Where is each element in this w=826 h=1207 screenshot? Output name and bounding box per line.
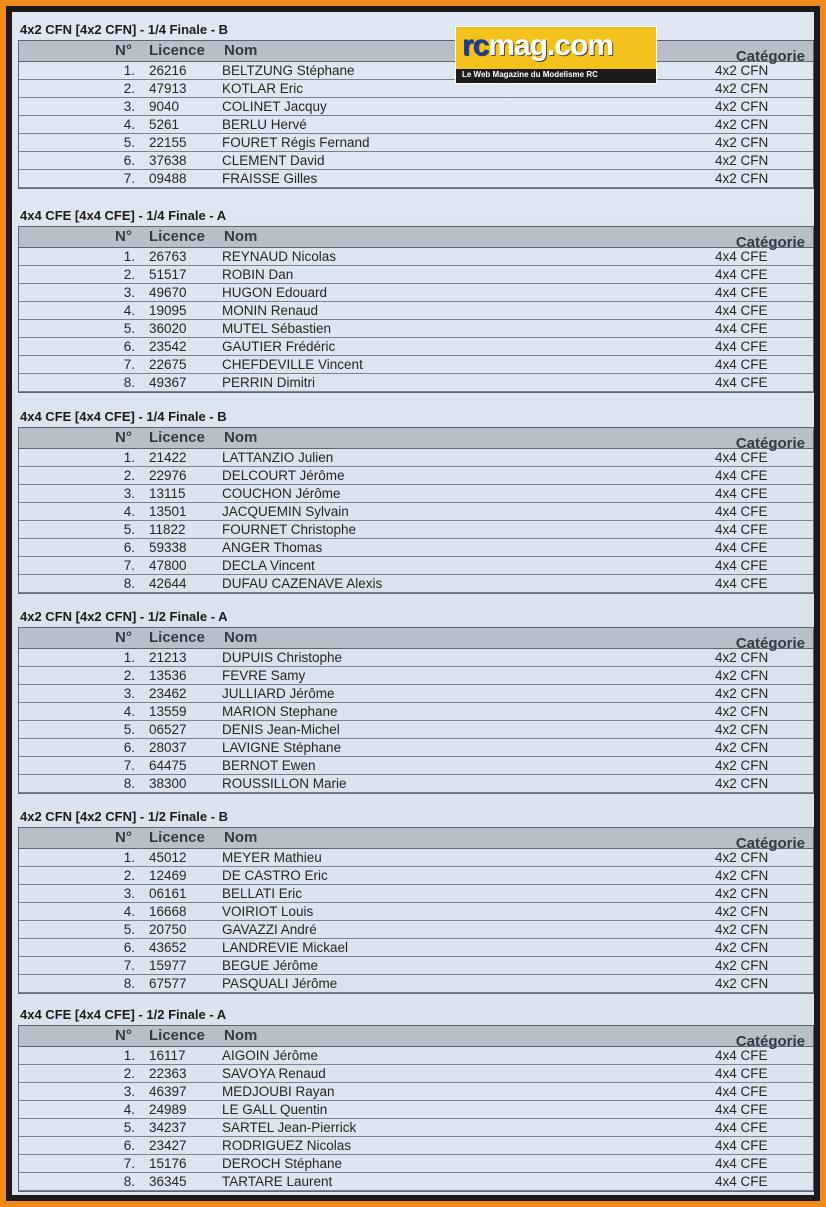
section-title: 4x4 CFE [4x4 CFE] - 1/4 Finale - A	[20, 208, 227, 223]
header-no: N°	[115, 42, 132, 59]
header-licence: Licence	[149, 228, 205, 245]
results-table	[18, 827, 814, 994]
cell-no: 8.	[123, 375, 135, 390]
cell-licence: 11822	[149, 522, 186, 537]
table-row	[19, 356, 813, 374]
section-title: 4x4 CFE [4x4 CFE] - 1/4 Finale - B	[20, 409, 227, 424]
cell-licence: 64475	[149, 758, 187, 773]
cell-no: 1.	[123, 850, 135, 865]
section-title: 4x2 CFN [4x2 CFN] - 1/2 Finale - B	[20, 809, 229, 824]
cell-nom: LATTANZIO Julien	[222, 450, 334, 465]
cell-nom: BERLU Hervé	[222, 117, 307, 132]
cell-licence: 36020	[149, 321, 187, 336]
section-title: 4x2 CFN [4x2 CFN] - 1/2 Finale - A	[20, 609, 228, 624]
cell-categorie: 4x4 CFE	[715, 486, 768, 501]
header-no: N°	[115, 228, 132, 245]
cell-nom: PASQUALI Jérôme	[222, 976, 338, 991]
cell-licence: 37638	[149, 153, 187, 168]
cell-no: 4.	[123, 504, 135, 519]
table-row	[19, 62, 813, 80]
cell-no: 6.	[123, 153, 135, 168]
cell-no: 3.	[123, 886, 135, 901]
cell-categorie: 4x2 CFN	[715, 153, 769, 168]
header-licence: Licence	[149, 1027, 205, 1044]
cell-nom: LE GALL Quentin	[222, 1102, 328, 1117]
cell-nom: SARTEL Jean-Pierrick	[222, 1120, 357, 1135]
table-row	[19, 338, 813, 356]
table-row	[19, 503, 813, 521]
results-table	[18, 40, 814, 189]
table-row	[19, 939, 813, 957]
cell-categorie: 4x2 CFN	[715, 958, 769, 973]
cell-categorie: 4x2 CFN	[715, 722, 769, 737]
cell-no: 2.	[123, 468, 135, 483]
cell-categorie: 4x4 CFE	[715, 540, 768, 555]
cell-licence: 16117	[149, 1048, 186, 1063]
cell-licence: 12469	[149, 868, 187, 883]
cell-licence: 28037	[149, 740, 187, 755]
cell-licence: 67577	[149, 976, 187, 991]
cell-nom: JACQUEMIN Sylvain	[222, 504, 349, 519]
cell-licence: 26763	[149, 249, 187, 264]
results-table	[18, 226, 814, 393]
logo-wordmark	[462, 29, 613, 63]
cell-no: 3.	[123, 486, 135, 501]
table-row	[19, 374, 813, 392]
header-nom: Nom	[224, 629, 258, 646]
cell-licence: 47800	[149, 558, 187, 573]
cell-licence: 21213	[149, 650, 187, 665]
cell-nom: BELLATI Eric	[222, 886, 303, 901]
cell-no: 5.	[123, 135, 135, 150]
table-row	[19, 266, 813, 284]
table-row	[19, 134, 813, 152]
cell-categorie: 4x2 CFN	[715, 99, 769, 114]
cell-licence: 38300	[149, 776, 187, 791]
cell-nom: MONIN Renaud	[222, 303, 319, 318]
cell-nom: COLINET Jacquy	[222, 99, 327, 114]
table-row	[19, 903, 813, 921]
table-row	[19, 775, 813, 793]
cell-licence: 23427	[149, 1138, 187, 1153]
table-row	[19, 957, 813, 975]
cell-no: 4.	[123, 1102, 135, 1117]
cell-no: 6.	[123, 1138, 135, 1153]
table-row	[19, 1047, 813, 1065]
cell-categorie: 4x4 CFE	[715, 375, 768, 390]
cell-no: 5.	[123, 722, 135, 737]
table-row	[19, 1137, 813, 1155]
cell-nom: AIGOIN Jérôme	[222, 1048, 319, 1063]
cell-nom: REYNAUD Nicolas	[222, 249, 337, 264]
table-row	[19, 449, 813, 467]
cell-licence: 19095	[149, 303, 187, 318]
cell-categorie: 4x2 CFN	[715, 81, 769, 96]
cell-no: 6.	[123, 540, 135, 555]
cell-categorie: 4x2 CFN	[715, 850, 769, 865]
cell-nom: BERNOT Ewen	[222, 758, 316, 773]
cell-categorie: 4x4 CFE	[715, 1048, 768, 1063]
cell-licence: 26216	[149, 63, 187, 78]
cell-nom: JULLIARD Jérôme	[222, 686, 335, 701]
header-nom: Nom	[224, 42, 258, 59]
cell-categorie: 4x2 CFN	[715, 668, 769, 683]
cell-categorie: 4x2 CFN	[715, 171, 769, 186]
header-nom: Nom	[224, 429, 258, 446]
cell-categorie: 4x2 CFN	[715, 940, 769, 955]
cell-no: 7.	[123, 558, 135, 573]
cell-no: 7.	[123, 357, 135, 372]
cell-no: 4.	[123, 904, 135, 919]
cell-licence: 46397	[149, 1084, 187, 1099]
cell-no: 7.	[123, 1156, 135, 1171]
header-categorie: Catégorie	[735, 48, 805, 65]
table-row	[19, 80, 813, 98]
results-table	[18, 1025, 814, 1192]
table-row	[19, 885, 813, 903]
cell-licence: 34237	[149, 1120, 187, 1135]
table-header	[19, 827, 813, 852]
header-no: N°	[115, 829, 132, 846]
cell-nom: COUCHON Jérôme	[222, 486, 341, 501]
cell-no: 3.	[123, 686, 135, 701]
cell-no: 5.	[123, 321, 135, 336]
cell-nom: MUTEL Sébastien	[222, 321, 332, 336]
cell-categorie: 4x2 CFN	[715, 117, 769, 132]
cell-nom: DE CASTRO Eric	[222, 868, 328, 883]
logo-tagline: Le Web Magazine du Modelisme RC	[462, 70, 598, 79]
cell-categorie: 4x2 CFN	[715, 976, 769, 991]
cell-licence: 06161	[149, 886, 187, 901]
header-no: N°	[115, 629, 132, 646]
header-nom: Nom	[224, 1027, 258, 1044]
cell-licence: 13559	[149, 704, 187, 719]
header-licence: Licence	[149, 829, 205, 846]
cell-no: 2.	[123, 267, 135, 282]
results-table	[18, 427, 814, 594]
header-categorie: Catégorie	[735, 635, 805, 652]
cell-nom: CHEFDEVILLE Vincent	[222, 357, 363, 372]
cell-licence: 23542	[149, 339, 187, 354]
cell-nom: HUGON Edouard	[222, 285, 328, 300]
cell-no: 1.	[123, 63, 135, 78]
table-row	[19, 757, 813, 775]
section-title: 4x4 CFE [4x4 CFE] - 1/2 Finale - A	[20, 1007, 227, 1022]
cell-no: 1.	[123, 1048, 135, 1063]
table-row	[19, 1083, 813, 1101]
header-categorie: Catégorie	[735, 1033, 805, 1050]
table-row	[19, 575, 813, 593]
table-row	[19, 521, 813, 539]
cell-no: 2.	[123, 1066, 135, 1081]
cell-categorie: 4x2 CFN	[715, 686, 769, 701]
cell-no: 7.	[123, 758, 135, 773]
rcmag-logo	[455, 26, 657, 84]
cell-no: 4.	[123, 704, 135, 719]
header-categorie: Catégorie	[735, 835, 805, 852]
cell-no: 4.	[123, 117, 135, 132]
cell-categorie: 4x4 CFE	[715, 504, 768, 519]
table-row	[19, 1155, 813, 1173]
cell-nom: MEDJOUBI Rayan	[222, 1084, 335, 1099]
cell-nom: TARTARE Laurent	[222, 1174, 333, 1189]
header-nom: Nom	[224, 829, 258, 846]
cell-nom: CLEMENT David	[222, 153, 325, 168]
cell-nom: SAVOYA Renaud	[222, 1066, 326, 1081]
cell-categorie: 4x4 CFE	[715, 522, 768, 537]
cell-categorie: 4x4 CFE	[715, 1102, 768, 1117]
cell-no: 7.	[123, 171, 135, 186]
table-row	[19, 1173, 813, 1191]
table-row	[19, 1101, 813, 1119]
cell-nom: DEROCH Stéphane	[222, 1156, 343, 1171]
cell-licence: 22675	[149, 357, 187, 372]
cell-nom: VOIRIOT Louis	[222, 904, 314, 919]
cell-categorie: 4x4 CFE	[715, 468, 768, 483]
table-row	[19, 302, 813, 320]
cell-nom: LANDREVIE Mickael	[222, 940, 349, 955]
cell-no: 3.	[123, 99, 135, 114]
cell-no: 6.	[123, 339, 135, 354]
cell-nom: GAUTIER Frédéric	[222, 339, 336, 354]
cell-nom: BEGUE Jérôme	[222, 958, 319, 973]
cell-licence: 20750	[149, 922, 187, 937]
cell-no: 1.	[123, 450, 135, 465]
cell-nom: MEYER Mathieu	[222, 850, 322, 865]
cell-licence: 06527	[149, 722, 187, 737]
cell-no: 6.	[123, 940, 135, 955]
cell-no: 3.	[123, 285, 135, 300]
cell-no: 6.	[123, 740, 135, 755]
table-row	[19, 320, 813, 338]
cell-categorie: 4x2 CFN	[715, 886, 769, 901]
table-header	[19, 40, 813, 65]
cell-categorie: 4x4 CFE	[715, 285, 768, 300]
cell-nom: MARION Stephane	[222, 704, 338, 719]
cell-nom: KOTLAR Eric	[222, 81, 304, 96]
cell-categorie: 4x4 CFE	[715, 450, 768, 465]
header-nom: Nom	[224, 228, 258, 245]
table-row	[19, 867, 813, 885]
cell-categorie: 4x4 CFE	[715, 558, 768, 573]
cell-nom: DUPUIS Christophe	[222, 650, 343, 665]
cell-licence: 9040	[149, 99, 180, 114]
table-row	[19, 721, 813, 739]
cell-categorie: 4x2 CFN	[715, 776, 769, 791]
cell-categorie: 4x4 CFE	[715, 339, 768, 354]
cell-nom: DECLA Vincent	[222, 558, 315, 573]
table-row	[19, 975, 813, 993]
cell-categorie: 4x4 CFE	[715, 1084, 768, 1099]
logo-rest: mag.com	[488, 29, 614, 62]
header-licence: Licence	[149, 42, 205, 59]
cell-nom: FOURET Régis Fernand	[222, 135, 370, 150]
cell-categorie: 4x4 CFE	[715, 1066, 768, 1081]
cell-licence: 36345	[149, 1174, 187, 1189]
table-row	[19, 667, 813, 685]
table-row	[19, 739, 813, 757]
table-row	[19, 485, 813, 503]
table-header	[19, 627, 813, 652]
table-row	[19, 649, 813, 667]
cell-categorie: 4x2 CFN	[715, 63, 769, 78]
header-no: N°	[115, 1027, 132, 1044]
table-row	[19, 98, 813, 116]
cell-no: 8.	[123, 576, 135, 591]
section-title: 4x2 CFN [4x2 CFN] - 1/4 Finale - B	[20, 22, 229, 37]
table-header	[19, 1025, 813, 1050]
table-row	[19, 1065, 813, 1083]
cell-nom: DUFAU CAZENAVE Alexis	[222, 576, 383, 591]
table-row	[19, 170, 813, 188]
cell-categorie: 4x4 CFE	[715, 1138, 768, 1153]
results-table	[18, 627, 814, 794]
table-row	[19, 248, 813, 266]
cell-categorie: 4x2 CFN	[715, 922, 769, 937]
cell-no: 5.	[123, 522, 135, 537]
cell-categorie: 4x4 CFE	[715, 576, 768, 591]
cell-categorie: 4x4 CFE	[715, 303, 768, 318]
cell-nom: ANGER Thomas	[222, 540, 323, 555]
cell-no: 1.	[123, 650, 135, 665]
cell-no: 2.	[123, 668, 135, 683]
cell-nom: FEVRE Samy	[222, 668, 306, 683]
header-categorie: Catégorie	[735, 234, 805, 251]
cell-nom: FRAISSE Gilles	[222, 171, 318, 186]
cell-licence: 16668	[149, 904, 187, 919]
table-row	[19, 703, 813, 721]
cell-no: 3.	[123, 1084, 135, 1099]
cell-no: 5.	[123, 1120, 135, 1135]
table-row	[19, 467, 813, 485]
cell-licence: 13501	[149, 504, 187, 519]
cell-categorie: 4x4 CFE	[715, 357, 768, 372]
cell-no: 2.	[123, 81, 135, 96]
cell-licence: 49367	[149, 375, 187, 390]
header-categorie: Catégorie	[735, 435, 805, 452]
cell-categorie: 4x4 CFE	[715, 1174, 768, 1189]
cell-categorie: 4x2 CFN	[715, 758, 769, 773]
cell-categorie: 4x2 CFN	[715, 904, 769, 919]
cell-categorie: 4x2 CFN	[715, 704, 769, 719]
cell-nom: FOURNET Christophe	[222, 522, 357, 537]
cell-nom: DELCOURT Jérôme	[222, 468, 345, 483]
cell-licence: 47913	[149, 81, 187, 96]
cell-licence: 13536	[149, 668, 187, 683]
cell-nom: GAVAZZI André	[222, 922, 317, 937]
cell-nom: BELTZUNG Stéphane	[222, 63, 355, 78]
cell-no: 8.	[123, 1174, 135, 1189]
cell-licence: 23462	[149, 686, 187, 701]
table-row	[19, 849, 813, 867]
cell-licence: 45012	[149, 850, 187, 865]
table-row	[19, 685, 813, 703]
cell-licence: 15176	[149, 1156, 187, 1171]
cell-categorie: 4x2 CFN	[715, 135, 769, 150]
cell-nom: ROBIN Dan	[222, 267, 294, 282]
cell-categorie: 4x4 CFE	[715, 267, 768, 282]
cell-nom: RODRIGUEZ Nicolas	[222, 1138, 352, 1153]
cell-licence: 43652	[149, 940, 187, 955]
cell-categorie: 4x2 CFN	[715, 650, 769, 665]
cell-licence: 49670	[149, 285, 187, 300]
cell-categorie: 4x4 CFE	[715, 249, 768, 264]
cell-no: 1.	[123, 249, 135, 264]
cell-licence: 24989	[149, 1102, 187, 1117]
table-row	[19, 921, 813, 939]
cell-nom: DENIS Jean-Michel	[222, 722, 340, 737]
cell-no: 2.	[123, 868, 135, 883]
table-row	[19, 557, 813, 575]
cell-nom: PERRIN Dimitri	[222, 375, 315, 390]
cell-licence: 51517	[149, 267, 187, 282]
cell-licence: 59338	[149, 540, 187, 555]
cell-licence: 13115	[149, 486, 186, 501]
cell-licence: 15977	[149, 958, 187, 973]
results-document	[12, 12, 814, 1195]
table-row	[19, 116, 813, 134]
table-row	[19, 284, 813, 302]
cell-no: 8.	[123, 776, 135, 791]
cell-categorie: 4x2 CFN	[715, 740, 769, 755]
cell-licence: 09488	[149, 171, 187, 186]
cell-nom: LAVIGNE Stéphane	[222, 740, 342, 755]
logo-rc: rc	[462, 29, 489, 62]
cell-licence: 22976	[149, 468, 187, 483]
header-licence: Licence	[149, 629, 205, 646]
cell-categorie: 4x4 CFE	[715, 1120, 768, 1135]
cell-no: 5.	[123, 922, 135, 937]
cell-categorie: 4x4 CFE	[715, 1156, 768, 1171]
cell-no: 4.	[123, 303, 135, 318]
table-row	[19, 152, 813, 170]
cell-licence: 22363	[149, 1066, 187, 1081]
table-header	[19, 427, 813, 452]
cell-licence: 21422	[149, 450, 187, 465]
cell-licence: 42644	[149, 576, 187, 591]
header-licence: Licence	[149, 429, 205, 446]
table-header	[19, 226, 813, 251]
orange-black-frame	[6, 6, 820, 1201]
cell-licence: 22155	[149, 135, 187, 150]
cell-categorie: 4x4 CFE	[715, 321, 768, 336]
cell-no: 7.	[123, 958, 135, 973]
table-row	[19, 1119, 813, 1137]
cell-licence: 5261	[149, 117, 180, 132]
cell-categorie: 4x2 CFN	[715, 868, 769, 883]
cell-nom: ROUSSILLON Marie	[222, 776, 347, 791]
table-row	[19, 539, 813, 557]
cell-no: 8.	[123, 976, 135, 991]
header-no: N°	[115, 429, 132, 446]
